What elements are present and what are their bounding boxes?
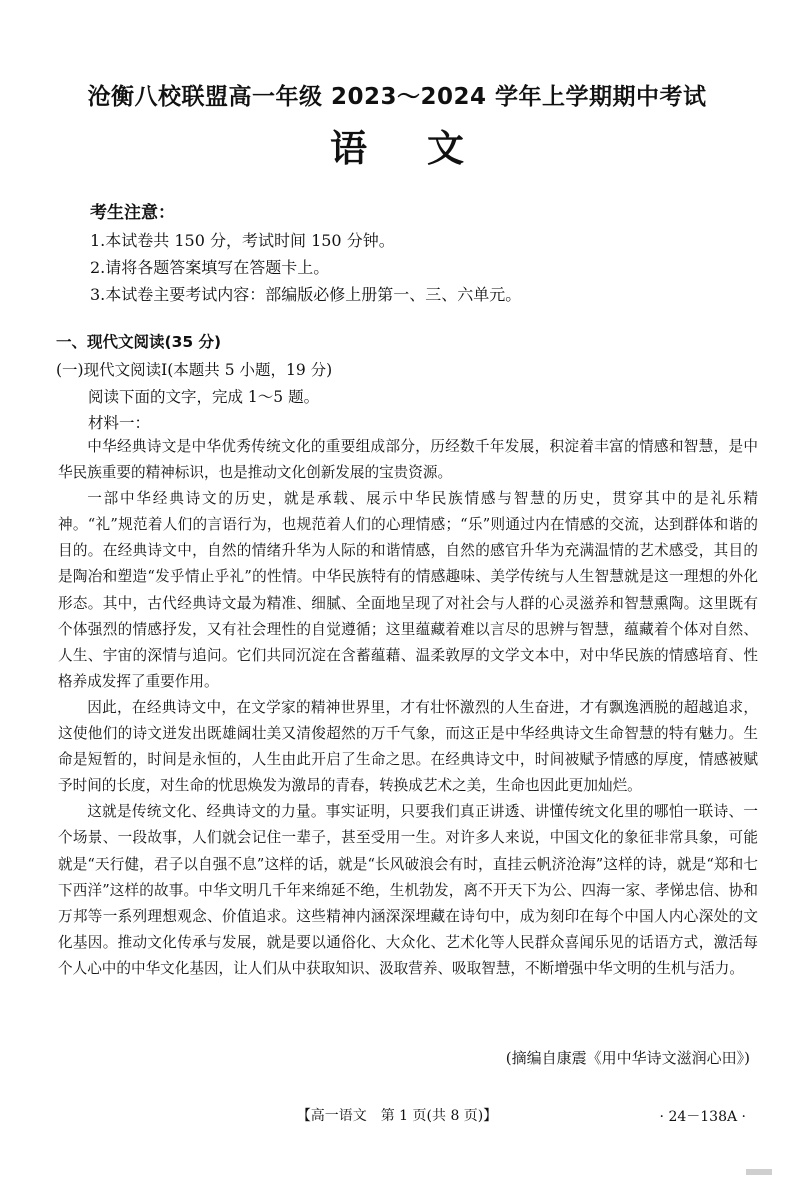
exam-code: · 24－138A · [659, 1109, 746, 1125]
material-label: 材料一： [88, 414, 151, 432]
subject-title: 语文 [330, 127, 524, 170]
notice-heading: 考生注意： [90, 203, 175, 223]
passage-paragraph: 这就是传统文化、经典诗文的力量。事实证明，只要我们真正讲透、讲懂传统文化里的哪怕一联诗、一个场景、一段故事，人们就会记住一辈子，甚至受用一生。对许多人来说，中国文化的象征非常具象，可能就是“天行健，君子以自强不息”这样的话，就是“长风破浪会有时，直挂云帆济沧海”这样的诗，就是“郑和七下西洋”这样的故事。中华文明几千年来绵延不绝，生机勃发，离不开天下为公、四海一家、孝悌忠信、协和万邦等一系列理想观念、价值追求。这些精神内涵深深埋藏在诗句中，成为刻印在每个中国人内心深处的文化基因。推动文化传承与发展，就是要以通俗化、大众化、艺术化等人民群众喜闻乐见的话语方式，激活每个人心中的中华文化基因，让人们从中获取知识、汲取营养、吸取智慧，不断增强中华文明的生机与活力。 [58, 803, 758, 977]
exam-title: 沧衡八校联盟高一年级 2023～2024 学年上学期期中考试 [87, 84, 707, 110]
passage-paragraph: 因此，在经典诗文中，在文学家的精神世界里，才有壮怀激烈的人生奋进，才有飘逸洒脱的超越追求，这使他们的诗文迸发出既雄阔壮美又清俊超然的万千气象，而这正是中华经典诗文生命智慧的特有魅力。生命是短暂的，时间是永恒的，人生由此开启了生命之思。在经典诗文中，时间被赋予情感的厚度，情感被赋予时间的长度，对生命的忧思焕发为激昂的青春，转换成艺术之美，生命也因此更加灿烂。 [58, 698, 758, 795]
notice-item-3: 3.本试卷主要考试内容：部编版必修上册第一、三、六单元。 [90, 285, 522, 304]
page-footer-label: 【高一语文 第 1 页(共 8 页)】 [296, 1108, 498, 1124]
source-citation: (摘编自康震《用中华诗文滋润心田》) [505, 1049, 750, 1067]
passage-paragraph: 一部中华经典诗文的历史，就是承载、展示中华民族情感与智慧的历史，贯穿其中的是礼乐精神。“礼”规范着人们的言语行为，也规范着人们的心理情感；“乐”则通过内在情感的交流，达到群体和谐的目的。在经典诗文中，自然的情绪升华为人际的和谐情感，自然的感官升华为充满温情的艺术感受，其目的是陶冶和塑造“发乎情止乎礼”的性情。中华民族特有的情感趣味、美学传统与人生智慧就是这一理想的外化形态。其中，古代经典诗文最为精准、细腻、全面地呈现了对社会与人群的心灵滋养和智慧熏陶。这里既有个体强烈的情感抒发，又有社会理性的自觉遵循；这里蕴藏着难以言尽的思辨与智慧，蕴藏着个体对自然、人生、宇宙的深情与追问。它们共同沉淀在含蓄蕴藉、温柔敦厚的文学文本中，对中华民族的情感培育、性格养成发挥了重要作用。 [58, 490, 758, 690]
scan-watermark-mark [746, 1169, 772, 1175]
passage-paragraph: 中华经典诗文是中华优秀传统文化的重要组成部分，历经数千年发展，积淀着丰富的情感和智慧，是中华民族重要的精神标识，也是推动文化创新发展的宝贵资源。 [58, 438, 758, 482]
notice-item-2: 2.请将各题答案填写在答题卡上。 [90, 258, 330, 277]
section-heading: 一、现代文阅读(35 分) [56, 333, 222, 351]
reading-passage [58, 434, 758, 982]
notice-item-1: 1.本试卷共 150 分，考试时间 150 分钟。 [90, 231, 395, 250]
sub-heading: (一)现代文阅读Ⅰ(本题共 5 小题，19 分) [56, 361, 333, 379]
reading-instruction: 阅读下面的文字，完成 1～5 题。 [88, 388, 320, 406]
